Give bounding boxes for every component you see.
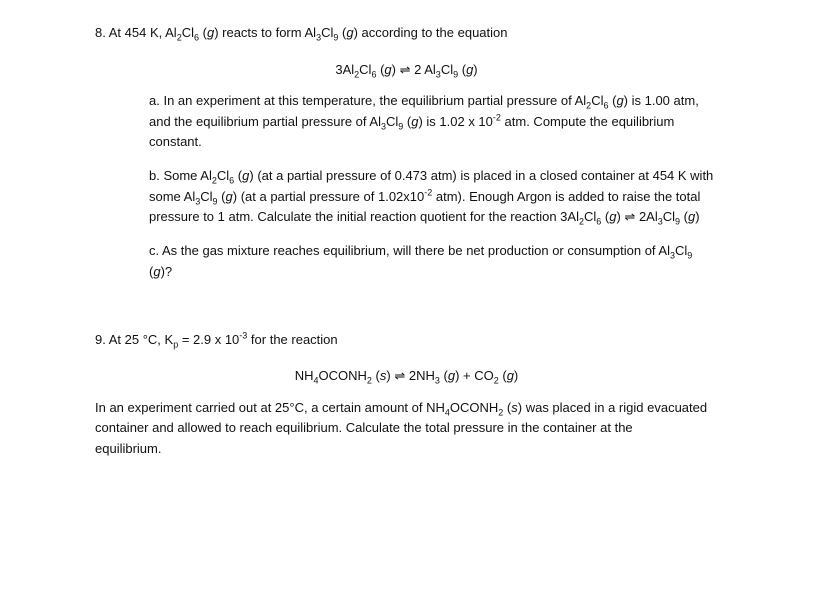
phase-label: g <box>206 25 215 40</box>
subscript: p <box>173 339 179 350</box>
text: for the reaction <box>247 332 338 347</box>
text: pressure to 1 atm. Calculate the initial reaction quotient for the reaction 3Al <box>149 209 579 224</box>
subscript: 3 <box>657 216 663 227</box>
equilibrium-arrow-icon: ⇌ <box>624 209 636 224</box>
subscript: 3 <box>435 69 441 80</box>
text: = 2.9 x 10 <box>178 332 240 347</box>
q8-part-a-line1 <box>149 91 699 111</box>
text: ) according to the equation <box>353 25 508 40</box>
subscript: 9 <box>212 196 218 207</box>
text: Cl <box>321 25 334 40</box>
text: )? <box>160 264 173 279</box>
text: 3Al <box>335 62 355 77</box>
text: container and allowed to reach equilibrium. Calculate the total pressure in the container at the <box>95 420 633 435</box>
text: ) + CO <box>455 368 494 383</box>
text: ( <box>338 25 347 40</box>
text: ( <box>217 189 226 204</box>
subscript: 6 <box>229 175 235 186</box>
subscript: 4 <box>444 407 450 418</box>
q9-number: 9. <box>95 332 106 347</box>
phase-label: g <box>225 189 233 204</box>
subscript: 3 <box>670 250 676 261</box>
subscript: 2 <box>578 216 584 227</box>
text: 2NH <box>405 368 435 383</box>
q8-part-c-line2 <box>149 262 172 282</box>
subscript: 9 <box>675 216 681 227</box>
subscript: 2 <box>493 375 499 386</box>
text: ( <box>403 114 412 129</box>
text: Cl <box>440 62 454 77</box>
text: ) (at a partial pressure of 1.02x10 <box>232 189 425 204</box>
q9-body-line2 <box>95 418 633 438</box>
text: ( <box>503 400 512 415</box>
text: ( <box>601 209 610 224</box>
q9-intro <box>95 330 338 350</box>
phase-label: g <box>447 368 456 383</box>
text: ) was placed in a rigid evacuated <box>517 400 708 415</box>
q8-part-a-line3 <box>149 132 202 152</box>
subscript: 2 <box>354 69 360 80</box>
text: atm). Enough Argon is added to raise the total <box>432 189 701 204</box>
superscript: -3 <box>239 330 248 341</box>
q8-part-c-line1 <box>149 241 692 261</box>
q8-part-b-line3 <box>149 207 700 227</box>
subscript: 6 <box>603 100 609 111</box>
text: ( <box>458 62 467 77</box>
phase-label: g <box>346 25 354 40</box>
phase-label: g <box>242 168 250 183</box>
subscript: 9 <box>398 121 404 132</box>
subscript: 2 <box>498 407 504 418</box>
subscript: 2 <box>211 175 217 186</box>
phase-label: g <box>153 264 161 279</box>
subscript: 3 <box>434 375 440 386</box>
text: Cl <box>675 243 688 258</box>
equilibrium-arrow-icon: ⇌ <box>394 368 406 383</box>
text: ( <box>371 368 380 383</box>
text: OCONH <box>449 400 499 415</box>
text: c. As the gas mixture reaches equilibrium, will there be net production or consumption of Al <box>149 243 670 258</box>
text: ( <box>376 62 385 77</box>
phase-label: g <box>616 93 624 108</box>
text: ( <box>439 368 448 383</box>
subscript: 3 <box>380 121 386 132</box>
equilibrium-arrow-icon: ⇌ <box>399 62 411 77</box>
subscript: 9 <box>453 69 459 80</box>
phase-label: s <box>511 400 518 415</box>
q8-part-a-line2 <box>149 112 674 132</box>
text: ) <box>473 62 478 77</box>
text: and the equilibrium partial pressure of Al <box>149 114 381 129</box>
text: a. In an experiment at this temperature, the equilibrium partial pressure of Al <box>149 93 587 108</box>
text: constant. <box>149 134 202 149</box>
superscript: -2 <box>424 187 433 198</box>
text: At 454 K, Al <box>108 25 177 40</box>
text: b. Some Al <box>149 168 212 183</box>
text: ) <box>386 368 395 383</box>
q9-body-line1 <box>95 398 707 418</box>
subscript: 2 <box>586 100 592 111</box>
text: Cl <box>181 25 194 40</box>
q9-body-line3 <box>95 439 161 459</box>
q8-intro <box>95 23 508 43</box>
subscript: 6 <box>596 216 602 227</box>
text: ( <box>149 264 154 279</box>
text: some Al <box>149 189 196 204</box>
superscript: -2 <box>492 112 501 123</box>
text: 2 Al <box>410 62 436 77</box>
text: ) (at a partial pressure of 0.473 atm) is placed in a closed container at 454 K with <box>249 168 714 183</box>
text: In an experiment carried out at 25°C, a certain amount of NH <box>95 400 445 415</box>
text: Cl <box>583 209 597 224</box>
phase-label: s <box>379 368 387 383</box>
text: Cl <box>216 168 230 183</box>
text: ( <box>234 168 243 183</box>
text: Cl <box>662 209 676 224</box>
text: ( <box>680 209 688 224</box>
text: ) <box>391 62 400 77</box>
text: Cl <box>200 189 213 204</box>
subscript: 3 <box>316 32 322 43</box>
text: Cl <box>359 62 372 77</box>
text: OCONH <box>318 368 367 383</box>
subscript: 4 <box>313 375 319 386</box>
subscript: 9 <box>333 32 339 43</box>
phase-label: g <box>384 62 392 77</box>
text: At 25 °C, K <box>108 332 174 347</box>
subscript: 3 <box>195 196 201 207</box>
text: ) is 1.00 atm, <box>623 93 699 108</box>
text: ) reacts to form Al <box>214 25 317 40</box>
q8-part-b-line2 <box>149 187 700 207</box>
text: atm. Compute the equilibrium <box>500 114 675 129</box>
text: ) <box>513 368 519 383</box>
q8-part-b-line1 <box>149 166 713 186</box>
text: 2Al <box>635 209 658 224</box>
q9-equation <box>0 366 813 386</box>
subscript: 9 <box>687 250 693 261</box>
text: Cl <box>591 93 604 108</box>
text: ) is 1.02 x 10 <box>418 114 493 129</box>
text: NH <box>294 368 314 383</box>
subscript: 2 <box>176 32 182 43</box>
text: ( <box>608 93 617 108</box>
phase-label: g <box>506 368 514 383</box>
phase-label: g <box>609 209 617 224</box>
text: ( <box>199 25 207 40</box>
subscript: 2 <box>366 375 372 386</box>
text: ( <box>498 368 507 383</box>
text: ) <box>695 209 700 224</box>
subscript: 6 <box>193 32 199 43</box>
phase-label: g <box>411 114 419 129</box>
text: Cl <box>385 114 399 129</box>
subscript: 6 <box>371 69 377 80</box>
text: equilibrium. <box>95 441 162 456</box>
text: ) <box>616 209 625 224</box>
q8-number: 8. <box>95 25 106 40</box>
phase-label: g <box>466 62 474 77</box>
q8-equation <box>0 60 813 80</box>
phase-label: g <box>688 209 696 224</box>
